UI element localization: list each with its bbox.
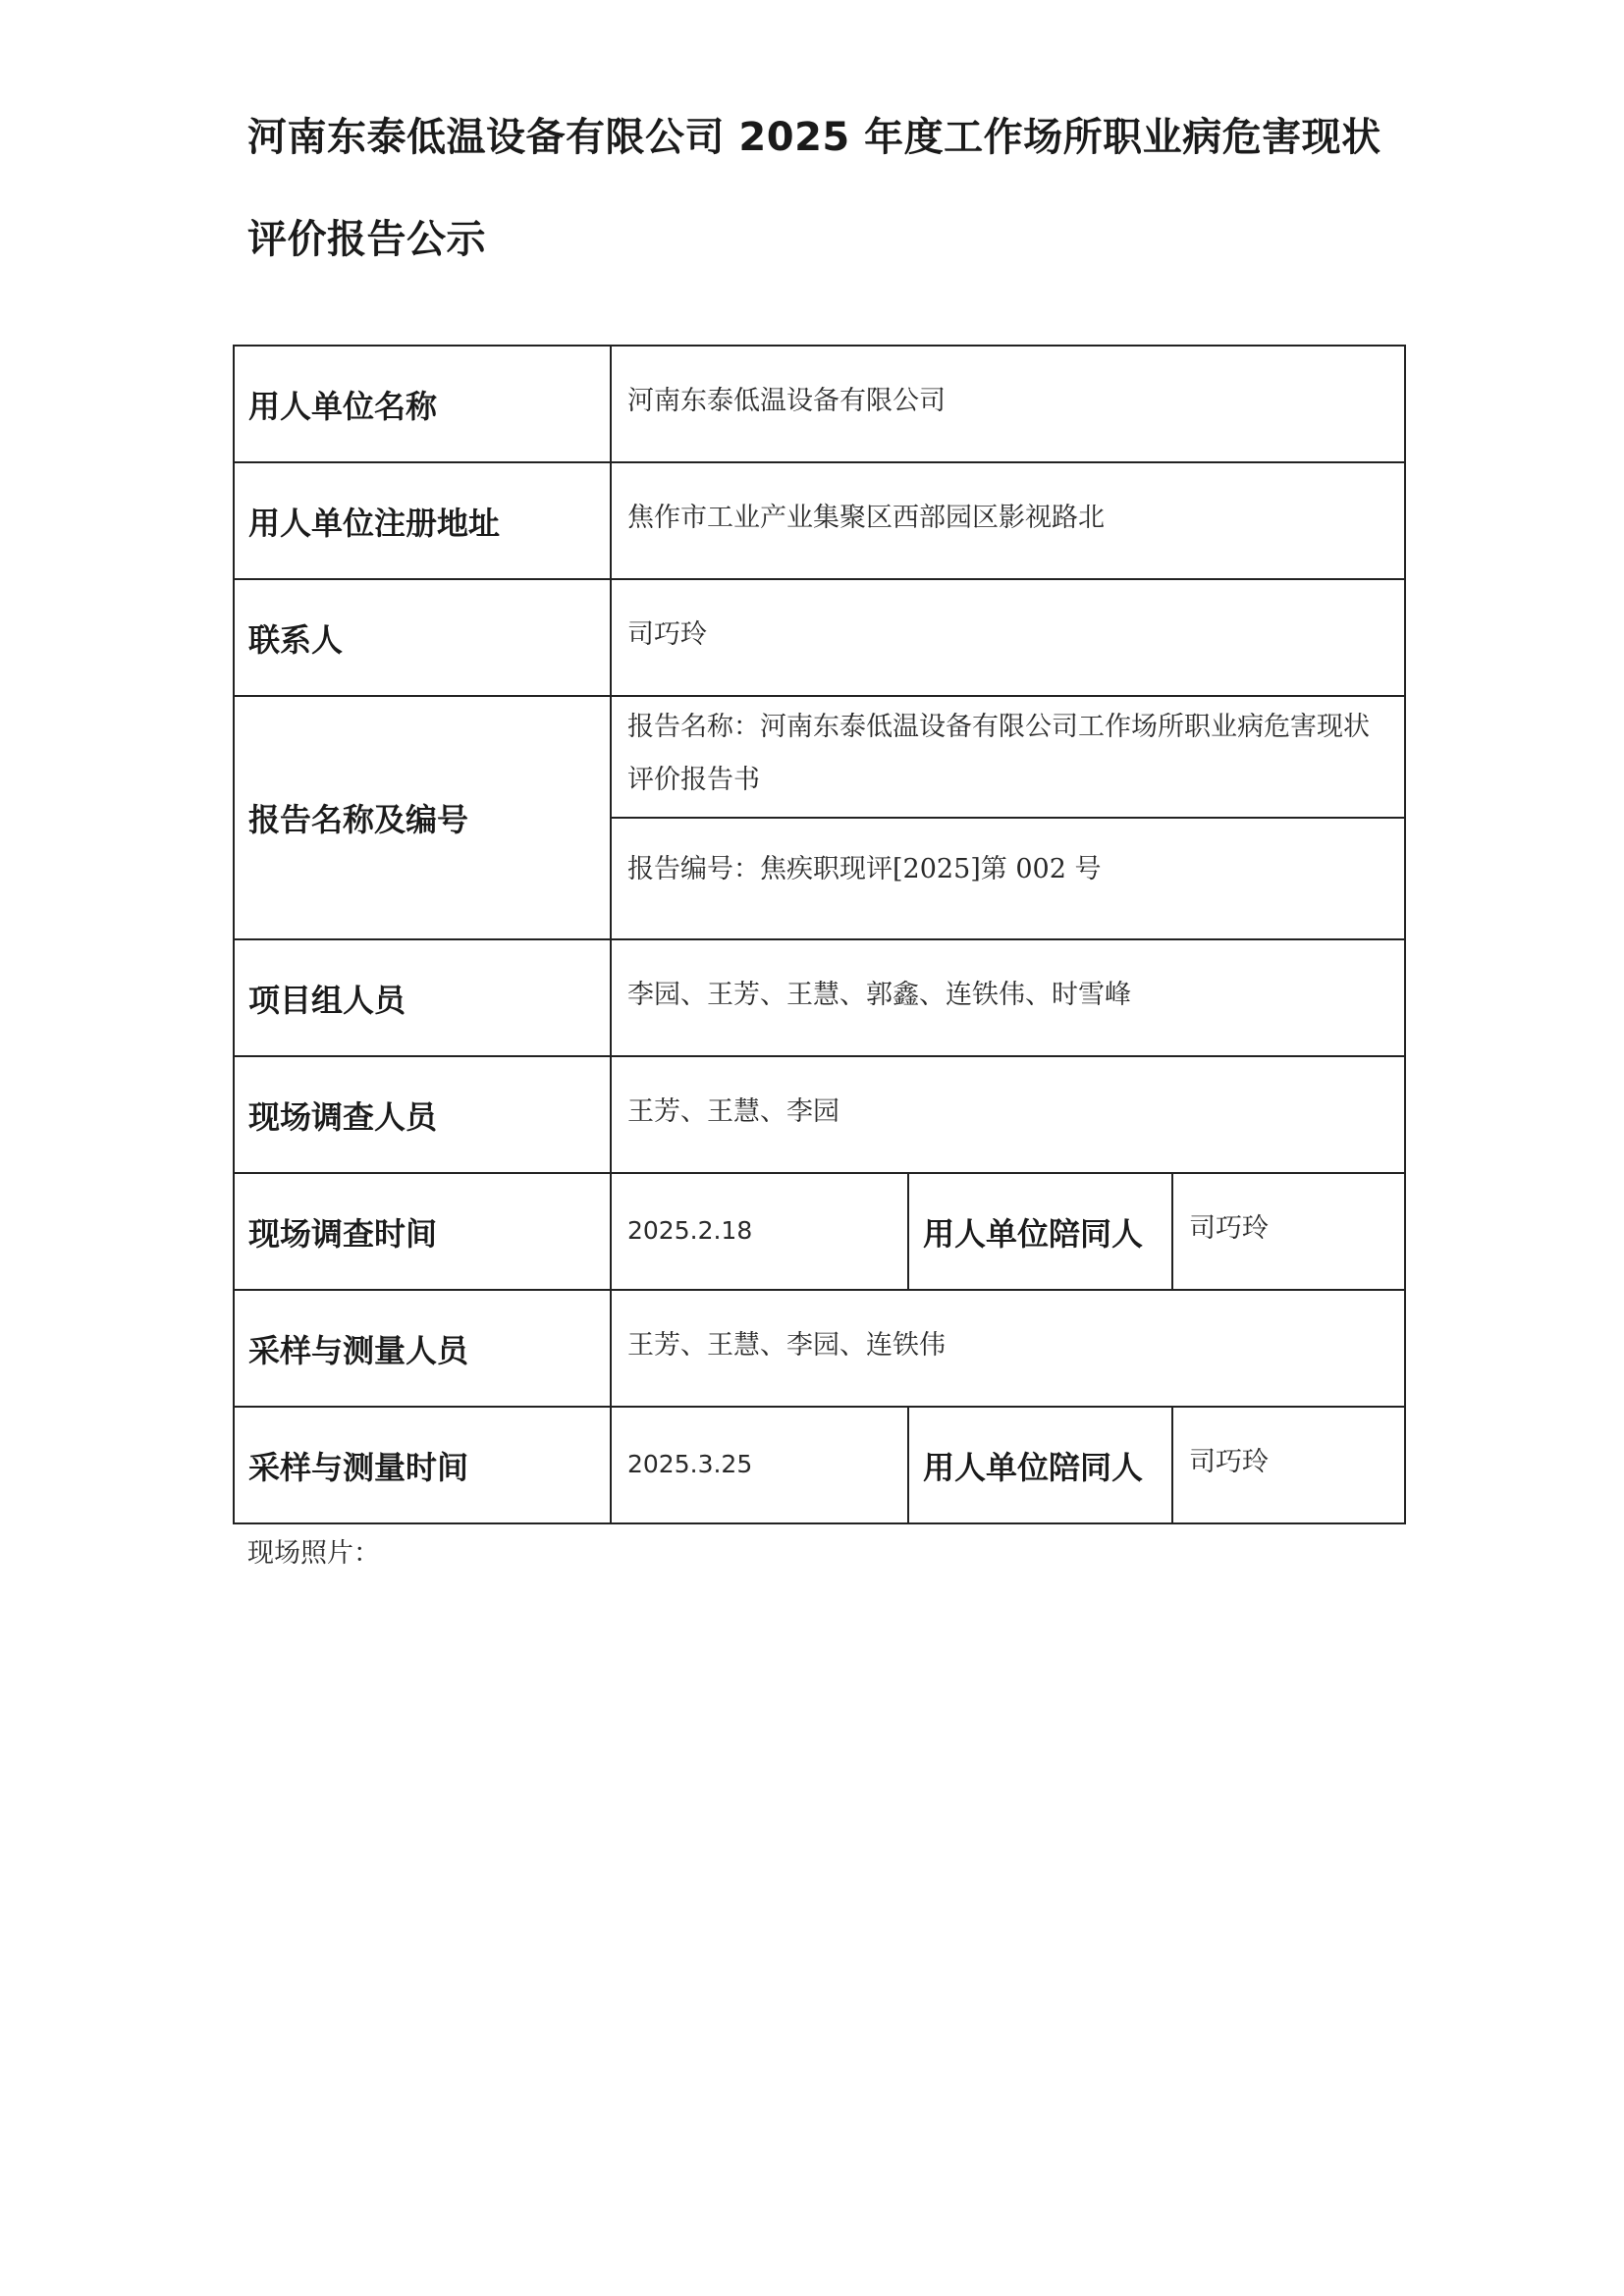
sampling-staff-value: 王芳、王慧、李园、连铁伟 [611, 1290, 1405, 1407]
sampling-time-value: 2025.3.25 [611, 1407, 908, 1523]
survey-companion-value: 司巧玲 [1172, 1173, 1405, 1290]
survey-staff-value: 王芳、王慧、李园 [611, 1056, 1405, 1173]
page-title: 河南东泰低温设备有限公司 2025 年度工作场所职业病危害现状评价报告公示 [247, 115, 1381, 262]
contact-value: 司巧玲 [611, 579, 1405, 696]
employer-address-value: 焦作市工业产业集聚区西部园区影视路北 [611, 462, 1405, 579]
report-label: 报告名称及编号 [234, 696, 611, 939]
employer-address-label: 用人单位注册地址 [234, 462, 611, 579]
survey-staff-label: 现场调查人员 [234, 1056, 611, 1173]
employer-name-label: 用人单位名称 [234, 346, 611, 462]
sampling-staff-label: 采样与测量人员 [234, 1290, 611, 1407]
row-project-team [234, 939, 1405, 1056]
row-contact [234, 579, 1405, 696]
sampling-companion-label: 用人单位陪同人 [908, 1407, 1172, 1523]
project-team-value: 李园、王芳、王慧、郭鑫、连铁伟、时雪峰 [611, 939, 1405, 1056]
row-sampling-time [234, 1407, 1405, 1523]
row-employer-address [234, 462, 1405, 579]
row-sampling-staff [234, 1290, 1405, 1407]
report-name-value: 报告名称：河南东泰低温设备有限公司工作场所职业病危害现状评价报告书 [611, 696, 1405, 818]
sampling-time-label: 采样与测量时间 [234, 1407, 611, 1523]
project-team-label: 项目组人员 [234, 939, 611, 1056]
employer-name-value: 河南东泰低温设备有限公司 [611, 346, 1405, 462]
sampling-companion-value: 司巧玲 [1172, 1407, 1405, 1523]
report-info-table [233, 345, 1406, 1524]
survey-companion-label: 用人单位陪同人 [908, 1173, 1172, 1290]
survey-time-label: 现场调查时间 [234, 1173, 611, 1290]
site-photos-label: 现场照片： [247, 1538, 380, 1569]
row-survey-time [234, 1173, 1405, 1290]
report-code-value: 报告编号：焦疾职现评[2025]第 002 号 [611, 818, 1405, 939]
row-employer-name [234, 346, 1405, 462]
row-report-name [234, 696, 1405, 818]
survey-time-value: 2025.2.18 [611, 1173, 908, 1290]
row-survey-staff [234, 1056, 1405, 1173]
contact-label: 联系人 [234, 579, 611, 696]
